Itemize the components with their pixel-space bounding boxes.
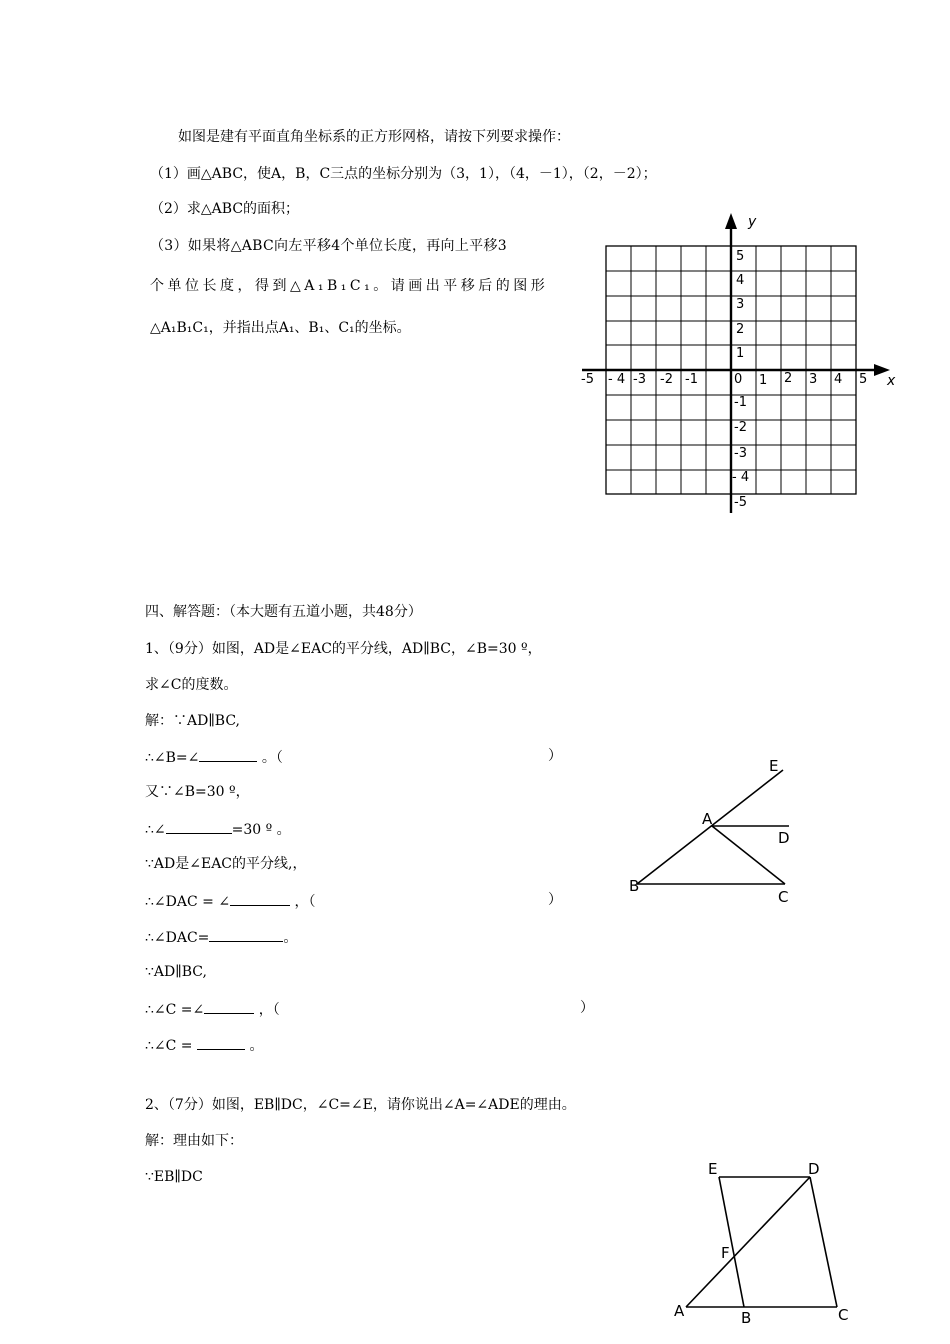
p2-step-2: ∵EB∥DC: [145, 1169, 203, 1185]
section-heading: 四、解答题：（本大题有五道小题，共48分）: [145, 604, 422, 620]
p1-step-4-text: ∴∠: [145, 822, 166, 838]
question-3-line-2: 个单位长度，得到△A₁B₁C₁。请画出平移后的图形: [150, 278, 549, 294]
x-tick-1: 1: [759, 373, 768, 388]
y-tick-4: 4: [736, 273, 745, 288]
fig1-label-e: E: [769, 757, 779, 775]
x-tick-neg5: -5: [581, 372, 594, 387]
p1-step-2-text: ∴∠B=∠: [145, 750, 200, 766]
x-tick-2: 2: [784, 371, 793, 386]
p1-step-2-open: 。（: [261, 750, 283, 766]
problem-2-title: 2、（7分）如图，EB∥DC，∠C=∠E，请你说出∠A=∠ADE的理由。: [145, 1097, 576, 1113]
x-tick-5: 5: [859, 372, 868, 387]
y-tick-1: 1: [736, 346, 745, 361]
question-1: （1）画△ABC，使A，B，C三点的坐标分别为（3，1），（4，－1），（2，－2）；: [150, 166, 657, 182]
question-3-line-3: △A₁B₁C₁，并指出点A₁、B₁、C₁的坐标。: [150, 320, 411, 336]
x-tick-neg3: -3: [633, 372, 646, 387]
p1-step-5: ∵AD是∠EAC的平分线,，: [145, 856, 307, 872]
y-tick-neg1: -1: [734, 395, 747, 410]
y-axis-label: y: [748, 214, 757, 230]
fig2-label-e: E: [708, 1160, 718, 1178]
fig2-label-a: A: [674, 1302, 685, 1320]
p1-step-6-open: ，（: [294, 894, 316, 910]
fig1-label-a: A: [702, 810, 713, 828]
intro-text: 如图是建有平面直角坐标系的正方形网格，请按下列要求操作：: [178, 129, 570, 145]
y-tick-neg5: -5: [734, 495, 747, 510]
fig2-label-d: D: [808, 1160, 820, 1178]
p1-step-10-end: 。: [249, 1038, 264, 1054]
x-tick-neg2: -2: [660, 372, 673, 387]
question-3-line-1: （3）如果将△ABC向左平移4个单位长度，再向上平移3: [150, 238, 507, 254]
x-tick-neg4: - 4: [608, 372, 626, 387]
p1-step-9-close: ）: [580, 1000, 594, 1016]
fig1-label-b: B: [629, 877, 640, 895]
fig1-label-d: D: [778, 829, 790, 847]
question-2: （2）求△ABC的面积；: [150, 201, 300, 217]
p1-step-9-text: ∴∠C =∠: [145, 1002, 205, 1018]
x-tick-neg1: -1: [685, 372, 698, 387]
p1-step-6-close: ）: [548, 892, 562, 908]
fig2-label-f: F: [721, 1244, 730, 1262]
y-tick-2: 2: [736, 322, 745, 337]
problem-1-ask: 求∠C的度数。: [145, 677, 238, 693]
problem-1-title: 1、（9分）如图，AD是∠EAC的平分线，AD∥BC，∠B=30 º，: [145, 641, 542, 657]
p1-step-7-text: ∴∠DAC=: [145, 930, 210, 946]
fig1-label-c: C: [778, 888, 789, 906]
p1-step-8: ∵AD∥BC,: [145, 964, 207, 980]
y-tick-neg2: -2: [734, 420, 747, 435]
p1-step-4-end: =30 º 。: [231, 822, 291, 838]
y-tick-5: 5: [736, 249, 745, 264]
p1-step-2-close: ）: [548, 748, 562, 764]
x-tick-0: 0: [734, 372, 743, 387]
p1-step-9-open: ，（: [258, 1002, 280, 1018]
fig2-label-b: B: [741, 1309, 752, 1327]
p2-step-1: 解：理由如下：: [145, 1133, 243, 1149]
p1-step-6-text: ∴∠DAC = ∠: [145, 894, 231, 910]
x-axis-label: x: [887, 373, 896, 389]
x-tick-4: 4: [834, 372, 843, 387]
y-tick-3: 3: [736, 297, 745, 312]
p1-step-7-end: 。: [283, 930, 298, 946]
p1-step-10-text: ∴∠C =: [145, 1038, 197, 1054]
p1-step-1: 解：∵AD∥BC,: [145, 713, 241, 729]
p1-step-3: 又∵∠B=30 º，: [145, 784, 250, 800]
y-tick-neg3: -3: [734, 446, 747, 461]
x-tick-3: 3: [809, 372, 818, 387]
y-tick-neg4: - 4: [732, 470, 750, 485]
fig2-label-c: C: [838, 1306, 849, 1324]
